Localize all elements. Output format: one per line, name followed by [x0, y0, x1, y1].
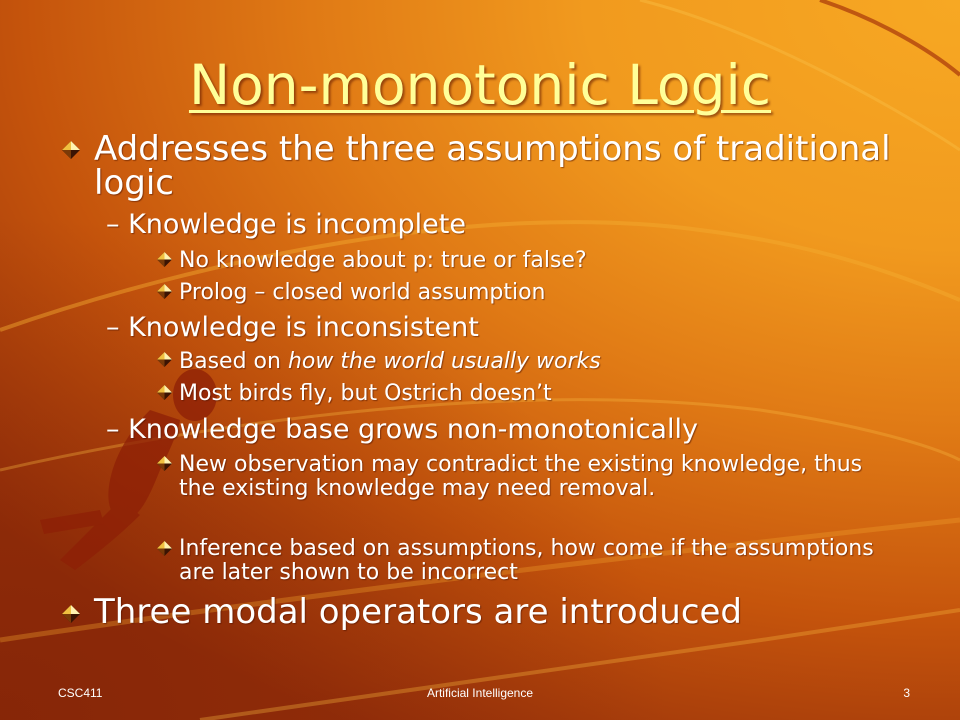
- sub-sub-bullet-inference: Inference based on assumptions, how come if the assumptions are later shown to be incorrect: [179, 536, 874, 585]
- diamond-bullet-icon: [62, 605, 80, 623]
- diamond-bullet-icon: [157, 252, 172, 267]
- sub-sub-bullet-prolog: Prolog – closed world assumption: [179, 280, 546, 305]
- diamond-bullet-icon: [157, 284, 172, 299]
- diamond-bullet-icon: [157, 385, 172, 400]
- sub-sub-bullet-new-observation: New observation may contradict the existing knowledge, thus the existing knowledge may need removal.: [179, 452, 863, 501]
- diamond-bullet-icon: [157, 352, 172, 367]
- diamond-bullet-icon: [157, 541, 172, 556]
- slide-title: Non-monotonic Logic: [188, 53, 772, 117]
- sub-bullet-non-monotonic: – Knowledge base grows non-monotonically: [106, 414, 698, 445]
- sub-sub-bullet-p-knowledge: No knowledge about p: true or false?: [179, 248, 587, 273]
- sub-sub-bullet-birds: Most birds fly, but Ostrich doesn’t: [179, 381, 552, 406]
- footer-course: CSC411: [58, 686, 103, 700]
- bullet-modal-operators: Three modal operators are introduced: [94, 592, 743, 632]
- sub-bullet-inconsistent: – Knowledge is inconsistent: [106, 312, 479, 343]
- sub-sub-bullet-based-on: [179, 350, 899, 374]
- footer-subject: Artificial Intelligence: [426, 686, 534, 700]
- diamond-bullet-icon: [62, 141, 80, 159]
- bullet-addresses: Addresses the three assumptions of traditional logic: [94, 129, 891, 203]
- sub-bullet-incomplete: – Knowledge is incomplete: [106, 209, 466, 240]
- diamond-bullet-icon: [157, 456, 172, 471]
- footer-page-number: 3: [903, 686, 910, 700]
- based-on-prefix: Based on: [179, 349, 288, 374]
- based-on-emphasis: how the world usually works: [287, 349, 601, 374]
